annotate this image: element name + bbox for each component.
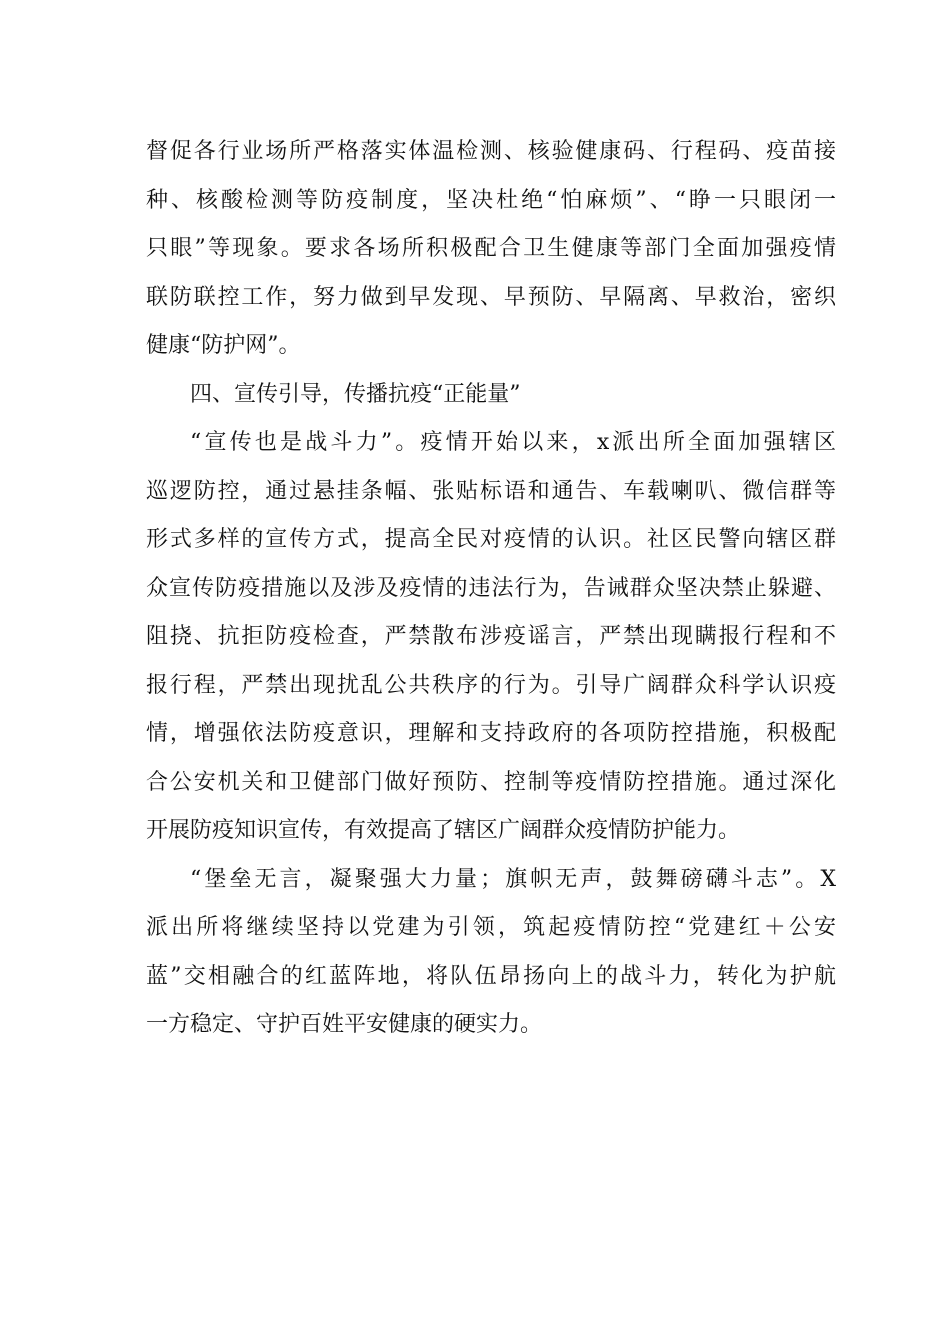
section-heading-text: 四、宣传引导，传播抗疫“正能量”	[190, 381, 521, 407]
paragraph-line: 情，增强依法防疫意识，理解和支持政府的各项防控措施，积极配	[146, 721, 836, 746]
paragraph-line: 巡逻防控，通过悬挂条幅、张贴标语和通告、车载喇叭、微信群等	[146, 478, 836, 504]
paragraph-2	[146, 419, 836, 856]
paragraph-3	[146, 856, 836, 1050]
paragraph-line: 联防联控工作，努力做到早发现、早预防、早隔离、早救治，密织	[146, 284, 836, 310]
paragraph-line: “堡垒无言，凝聚强大力量；旗帜无声，鼓舞磅礴斗志”。X	[190, 866, 836, 892]
paragraph-line: 开展防疫知识宣传，有效提高了辖区广阔群众疫情防护能力。	[146, 818, 741, 843]
paragraph-line: 蓝”交相融合的红蓝阵地，将队伍昂扬向上的战斗力，转化为护航	[146, 963, 836, 989]
paragraph-line: 种、核酸检测等防疫制度，坚决杜绝“怕麻烦”、“睁一只眼闭一	[146, 187, 836, 213]
paragraph-line: 形式多样的宣传方式，提高全民对疫情的认识。社区民警向辖区群	[146, 527, 836, 552]
document-body	[146, 128, 836, 1050]
paragraph-line: “宣传也是战斗力”。疫情开始以来，x派出所全面加强辖区	[190, 430, 836, 455]
paragraph-line: 阻挠、抗拒防疫检查，严禁散布涉疫谣言，严禁出现瞒报行程和不	[146, 624, 836, 649]
paragraph-line: 一方稳定、守护百姓平安健康的硬实力。	[146, 1012, 543, 1037]
paragraph-line: 只眼”等现象。要求各场所积极配合卫生健康等部门全面加强疫情	[146, 236, 836, 261]
paragraph-line: 报行程，严禁出现扰乱公共秩序的行为。引导广阔群众科学认识疫	[146, 672, 836, 698]
section-heading	[146, 371, 836, 420]
paragraph-line: 合公安机关和卫健部门做好预防、控制等疫情防控措施。通过深化	[146, 769, 836, 795]
paragraph-line: 派出所将继续坚持以党建为引领，筑起疫情防控“党建红＋公安	[146, 915, 836, 940]
paragraph-1	[146, 128, 836, 371]
paragraph-line: 健康“防护网”。	[146, 333, 301, 358]
paragraph-line: 督促各行业场所严格落实体温检测、核验健康码、行程码、疫苗接	[146, 139, 836, 164]
paragraph-line: 众宣传防疫措施以及涉及疫情的违法行为，告诫群众坚决禁止躲避、	[146, 575, 836, 601]
